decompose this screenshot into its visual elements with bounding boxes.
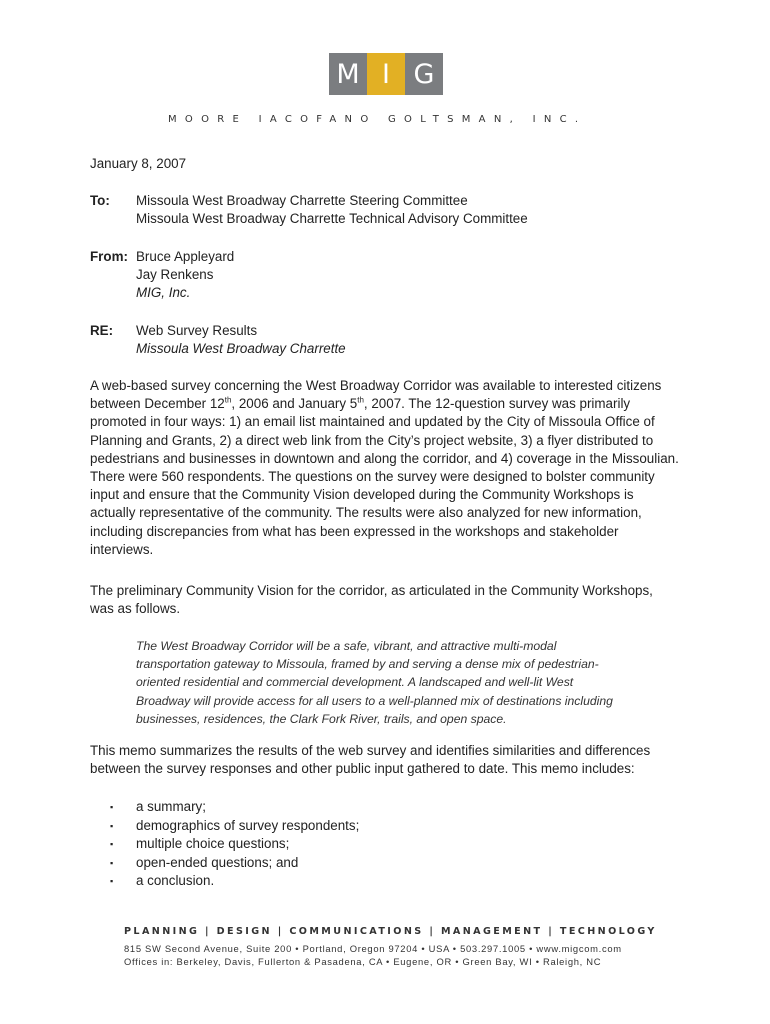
from-line: MIG, Inc.	[136, 285, 191, 301]
to-label: To:	[90, 193, 110, 208]
list-item-text: demographics of survey respondents;	[136, 817, 360, 833]
list-item	[110, 817, 359, 836]
logo-letter-m: M	[329, 53, 367, 95]
to-line: Missoula West Broadway Charrette Technical Advisory Committee	[136, 211, 528, 227]
memo-from	[90, 248, 234, 303]
p1-text: , 2007. The 12-question survey was primarily promoted in four ways: 1) an email list maintained and updated by the City of Missoula Office of Planning and Grants, 2) a direct web link from the City’s project website, 3) a flyer distributed to pedestrians and businesses in downtown and along the corridor, and 4) coverage in the Missoulian. There were 560 respondents. The questions on the survey were designed to bolster community input and ensure that the Community Vision developed during the Community Workshops is actually representative of the community. The results were also analyzed for new information, including discrepancies from what has been expressed in the workshops and stakeholder interviews.	[90, 396, 679, 557]
list-item	[110, 835, 359, 854]
p1-text: A web-based survey concerning the West Broadway Corridor was available to interested citizens between December 12	[90, 378, 662, 412]
re-label: RE:	[90, 323, 114, 338]
footer-address: 815 SW Second Avenue, Suite 200 • Portland, Oregon 97204 • USA • 503.297.1005 • www.migcom.com	[124, 943, 622, 954]
footer-offices: Offices in: Berkeley, Davis, Fullerton & Pasadena, CA • Eugene, OR • Green Bay, WI • Raleigh, NC	[124, 956, 602, 967]
re-line: Web Survey Results	[136, 323, 258, 338]
list-item-text: open-ended questions; and	[136, 854, 299, 870]
from-line: Bruce Appleyard	[136, 249, 235, 264]
memo-contents-list	[110, 798, 359, 891]
list-item-text: a conclusion.	[136, 873, 215, 889]
mig-logo	[329, 53, 443, 95]
p1-sup: th	[357, 395, 364, 405]
paragraph-vision-intro: The preliminary Community Vision for the corridor, as articulated in the Community Workshops, was as follows.	[90, 583, 653, 617]
p1-text: , 2006 and January 5	[231, 396, 358, 412]
p1-sup: th	[224, 395, 232, 405]
logo-letter-i: I	[367, 53, 405, 95]
from-line: Jay Renkens	[136, 267, 214, 283]
logo-letter-g: G	[405, 53, 443, 95]
from-label: From:	[90, 249, 128, 264]
bullet-icon: ▪	[110, 857, 114, 868]
bullet-icon: ▪	[110, 802, 114, 812]
vision-quote: The West Broadway Corridor will be a safe, vibrant, and attractive multi-modal transportation gateway to Missoula, framed by and serving a dense mix of pedestrian-oriented residential and commercial development. A landscaped and well-lit West Broadway will provide access for all users to a well-planned mix of destinations including businesses, residences, the Clark Fork River, trails, and open space.	[136, 639, 613, 726]
memo-re	[90, 322, 346, 358]
list-item	[110, 872, 359, 891]
list-item-text: multiple choice questions;	[136, 836, 290, 852]
list-item	[110, 798, 359, 817]
bullet-icon: ▪	[110, 839, 114, 850]
footer-services: PLANNING | DESIGN | COMMUNICATIONS | MANAGEMENT | TECHNOLOGY	[124, 926, 657, 937]
list-item-text: a summary;	[136, 799, 206, 814]
firm-name: MOORE IACOFANO GOLTSMAN, INC.	[168, 114, 587, 125]
memo-to	[90, 192, 528, 228]
bullet-icon: ▪	[110, 820, 114, 831]
paragraph-intro	[90, 377, 680, 559]
bullet-icon: ▪	[110, 876, 114, 887]
to-line: Missoula West Broadway Charrette Steering Committee	[136, 193, 468, 208]
memo-date: January 8, 2007	[90, 156, 187, 171]
re-line: Missoula West Broadway Charrette	[136, 341, 346, 357]
list-item	[110, 854, 359, 873]
paragraph-summary: This memo summarizes the results of the web survey and identifies similarities and differences between the survey responses and other public input gathered to date. This memo includes:	[90, 743, 651, 777]
